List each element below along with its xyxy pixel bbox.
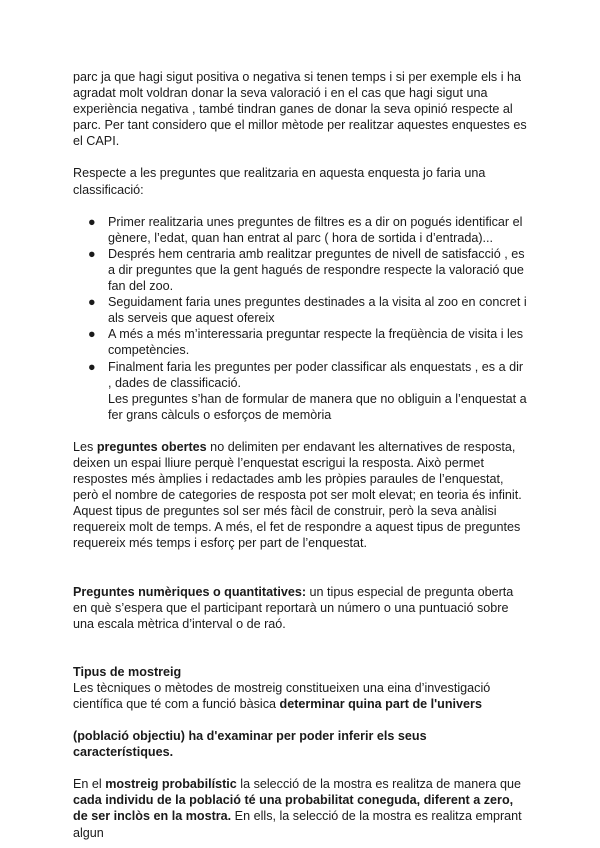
bullet-icon: ● [88,246,96,261]
bold-term-open-questions: preguntes obertes [96,439,207,454]
section-title: Tipus de mostreig [73,664,182,679]
list-item: ● A més a més m’interessaria preguntar respecte la freqüència de visita i les competències. [88,327,524,358]
list-item: ● Primer realitzaria unes preguntes de filtres es a dir on pogués identificar el gènere, l’edat, quan han entrat al parc ( hora de sortida i d’entrada)... [88,214,523,245]
list-item-continuation: Les preguntes s’han de formular de manera que no obliguin a l’enquestat a fer grans càlculs o esforços de memòria [108,391,527,422]
bullet-icon: ● [88,214,96,229]
paragraph-probabilistic-sampling: En el mostreig probabilístic la selecció de la mostra es realitza de manera que cada individu de la població té una probabilitat coneguda, diferent a zero, de ser inclòs en la mostra. En ells, la selecció de la mostra es realitza emprant algun [73,777,522,840]
paragraph-open-questions: Les preguntes obertes no delimiten per endavant les alternatives de resposta, deixen un espai lliure perquè l’enquestat escrigui la resposta. Això permet respostes més àmplies i redactades amb les pròpies paraules de l’enquestat, però el nombre de categories de resposta pot ser molt elevat; en teoria és infinit. Aquest tipus de preguntes sol ser més fàcil de construir, però la seva anàlisi requereix molt de temps. A més, el fet de respondre a aquest tipus de preguntes requereix més temps i esforç per part de l’enquestat. [73,439,522,551]
paragraph-numeric-questions: Preguntes numèriques o quantitatives: un tipus especial de pregunta oberta en què s’espera que el participant reportarà un número o una puntuació sobre una escala mètrica d’interval o de raó. [73,584,514,631]
bullet-icon: ● [88,327,96,342]
paragraph-sampling-intro: Les tècniques o mètodes de mostreig constitueixen una eina d’investigació científica que té com a funció bàsica determinar quina part de l'univers [73,680,491,711]
list-item: ● Seguidament faria unes preguntes destinades a la visita al zoo en concret i als serveis que aquest ofereix [88,295,527,326]
question-types-list [73,214,528,423]
bullet-icon: ● [88,295,96,310]
bold-term-numeric-questions: Preguntes numèriques o quantitatives: [73,584,307,599]
paragraph-classification-intro: Respecte a les preguntes que realitzaria en aquesta enquesta jo faria una classificació: [73,166,486,197]
bullet-icon: ● [88,359,96,374]
list-item: ● Finalment faria les preguntes per poder classificar als enquestats , es a dir , dades de classificació. Les preguntes s’han de formular de manera que no obliguin a l’enquestat a fer grans càlculs o esforços de memòria [88,359,527,422]
document-page [73,69,528,841]
list-item: ● Després hem centraria amb realitzar preguntes de nivell de satisfacció , es a dir preguntes que la gent hagués de respondre respecte la valoració que fan del zoo. [88,246,525,294]
paragraph-capi-method: parc ja que hagi sigut positiva o negativa si tenen temps i si per exemple els i ha agradat molt voldran donar la seva valoració i en el cas que hagi sigut una experiència negativa , també tindran ganes de donar la seva opinió respecte al parc. Per tant considero que el millor mètode per realitzar aquestes enquestes es el CAPI. [73,70,527,149]
paragraph-target-population: (població objectiu) ha d'examinar per poder inferir els seus característiques. [73,729,427,760]
